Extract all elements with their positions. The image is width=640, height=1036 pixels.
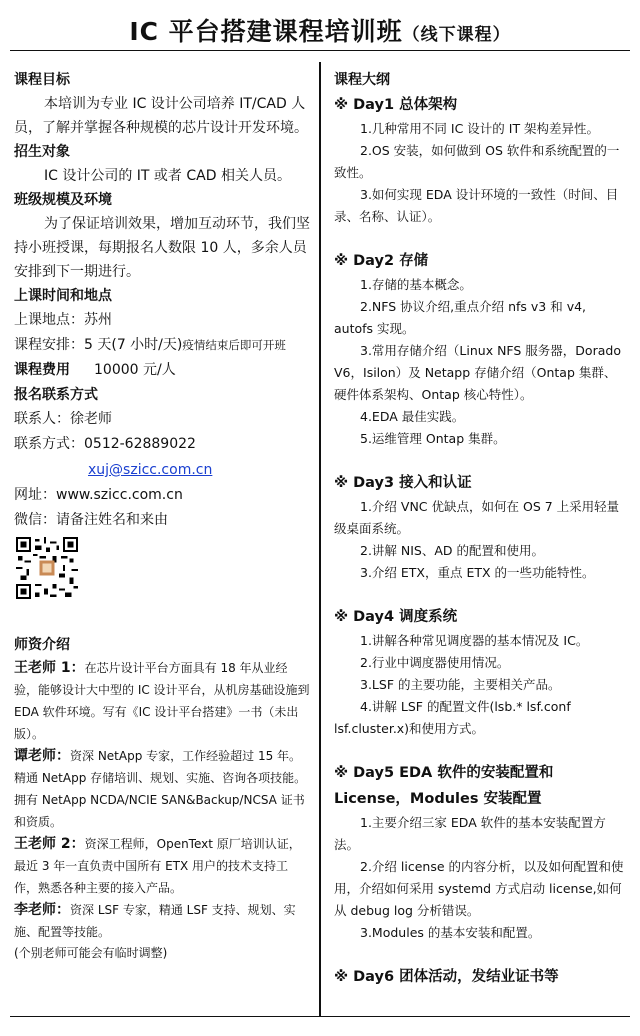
qr-code-image (14, 537, 80, 599)
page-title: IC 平台搭建课程培训班（线下课程） (129, 17, 511, 46)
day3-item: 1.介绍 VNC 优缺点，如何在 OS 7 上采用轻量级桌面系统。 (334, 499, 620, 536)
day1-title: ※ Day1 总体架构 (334, 97, 458, 113)
target-heading: 招生对象 (14, 144, 70, 160)
goal-heading: 课程目标 (14, 72, 70, 88)
day4-item: 3.LSF 的主要功能，主要相关产品。 (360, 677, 561, 692)
day2-item: 3.常用存储介绍（Linux NFS 服务器，Dorado V6，Isilon）及 Netapp 存储介绍（Ontap 集群、硬件体系架构、Ontap 核心特性）。 (334, 343, 621, 402)
fee-heading: 课程费用 (14, 362, 70, 378)
left-column (14, 68, 310, 963)
goal-text: 本培训为专业 IC 设计公司培养 IT/CAD 人员，了解并掌握各种规模的芯片设计开发环境。 (14, 96, 308, 136)
day1-item: 1.几种常用不同 IC 设计的 IT 架构差异性。 (360, 121, 600, 136)
teacher-name: 谭老师： (14, 748, 70, 764)
day4-title: ※ Day4 调度系统 (334, 609, 458, 625)
teacher-entry (14, 657, 310, 745)
day3-title: ※ Day3 接入和认证 (334, 475, 472, 491)
day2-item: 4.EDA 最佳实践。 (360, 409, 465, 424)
day4-item: 2.行业中调度器使用情况。 (360, 655, 510, 670)
website-text: 网址：www.szicc.com.cn (14, 487, 183, 503)
teacher-desc: 在芯片设计平台方面具有 18 年从业经验，能够设计大中型的 IC 设计平台，从机房基础设施到 EDA 软件环境。写有《IC 设计平台搭建》一书（未出版）。 (14, 661, 310, 741)
teacher-entry (14, 899, 310, 943)
day5-title: ※ Day5 EDA 软件的安装配置和 License，Modules 安装配置 (334, 765, 554, 807)
outline-heading: 课程大纲 (334, 72, 390, 88)
teacher-entry (14, 833, 310, 899)
fee-value: 10000 元/人 (94, 362, 176, 378)
page-subtitle: （线下课程） (402, 25, 511, 45)
day1-item: 2.OS 安装，如何做到 OS 软件和系统配置的一致性。 (334, 143, 620, 180)
day5-item: 3.Modules 的基本安装和配置。 (360, 925, 541, 940)
teacher-desc: 资深 NetApp 专家，工作经验超过 15 年。精通 NetApp 存储培训、规划、实施、咨询各项技能。拥有 NetApp NCDA/NCIE SAN&Backup/NCSA 证书和资质。 (14, 749, 307, 829)
target-text: IC 设计公司的 IT 或者 CAD 相关人员。 (44, 168, 291, 184)
day5-item: 1.主要介绍三家 EDA 软件的基本安装配置方法。 (334, 815, 606, 852)
day5-item: 2.介绍 license 的内容分析，以及如何配置和使用，介绍如何采用 systemd 方式启动 license,如何从 debug log 分析错误。 (334, 859, 624, 918)
teacher-note: (个别老师可能会有临时调整) (14, 946, 168, 960)
wechat-text: 微信：请备注姓名和来由 (14, 512, 168, 528)
class-size-text: 为了保证培训效果，增加互动环节，我们坚持小班授课，每期报名人数限 10 人，多余人员安排到下一期进行。 (14, 216, 310, 280)
teacher-name: 李老师： (14, 902, 70, 918)
day2-item: 2.NFS 协议介绍,重点介绍 nfs v3 和 v4, autofs 实现。 (334, 299, 587, 336)
bottom-divider (10, 1016, 630, 1017)
day4-item: 4.讲解 LSF 的配置文件(lsb.* lsf.conf lsf.cluster.x)和使用方式。 (334, 699, 571, 736)
day3-item: 2.讲解 NIS、AD 的配置和使用。 (360, 543, 545, 558)
fee-line (14, 358, 310, 383)
top-divider (10, 50, 630, 51)
teacher-name: 王老师 2： (14, 836, 85, 852)
column-divider (319, 62, 321, 1017)
day1-item: 3.如何实现 EDA 设计环境的一致性（时间、目录、名称、认证）。 (334, 187, 619, 224)
teacher-name: 王老师 1： (14, 660, 85, 676)
day3-item: 3.介绍 ETX，重点 ETX 的一些功能特性。 (360, 565, 595, 580)
location-text: 上课地点：苏州 (14, 312, 112, 328)
day4-item: 1.讲解各种常见调度器的基本情况及 IC。 (360, 633, 589, 648)
teacher-entry (14, 745, 310, 833)
class-size-heading: 班级规模及环境 (14, 192, 112, 208)
contact-phone: 联系方式：0512-62889022 (14, 436, 196, 452)
schedule-text: 课程安排：5 天(7 小时/天) (14, 337, 183, 353)
right-column (334, 68, 626, 990)
day2-title: ※ Day2 存储 (334, 253, 429, 269)
contact-heading: 报名联系方式 (14, 387, 98, 403)
day2-item: 1.存储的基本概念。 (360, 277, 472, 292)
contact-person: 联系人：徐老师 (14, 411, 112, 427)
schedule-note: 疫情结束后即可开班 (182, 338, 286, 352)
day2-item: 5.运维管理 Ontap 集群。 (360, 431, 506, 446)
teachers-heading: 师资介绍 (14, 637, 70, 653)
time-location-heading: 上课时间和地点 (14, 288, 112, 304)
day6-title: ※ Day6 团体活动，发结业证书等 (334, 969, 559, 985)
teacher-desc: 资深 LSF 专家，精通 LSF 支持、规划、实施、配置等技能。 (14, 903, 296, 939)
contact-email-link[interactable]: xuj@szicc.com.cn (88, 462, 213, 478)
schedule-line (14, 333, 310, 358)
teacher-desc: 资深工程师，OpenText 原厂培训认证，最近 3 年一直负责中国所有 ETX 用户的技术支持工作，熟悉各种主要的接入产品。 (14, 837, 301, 895)
